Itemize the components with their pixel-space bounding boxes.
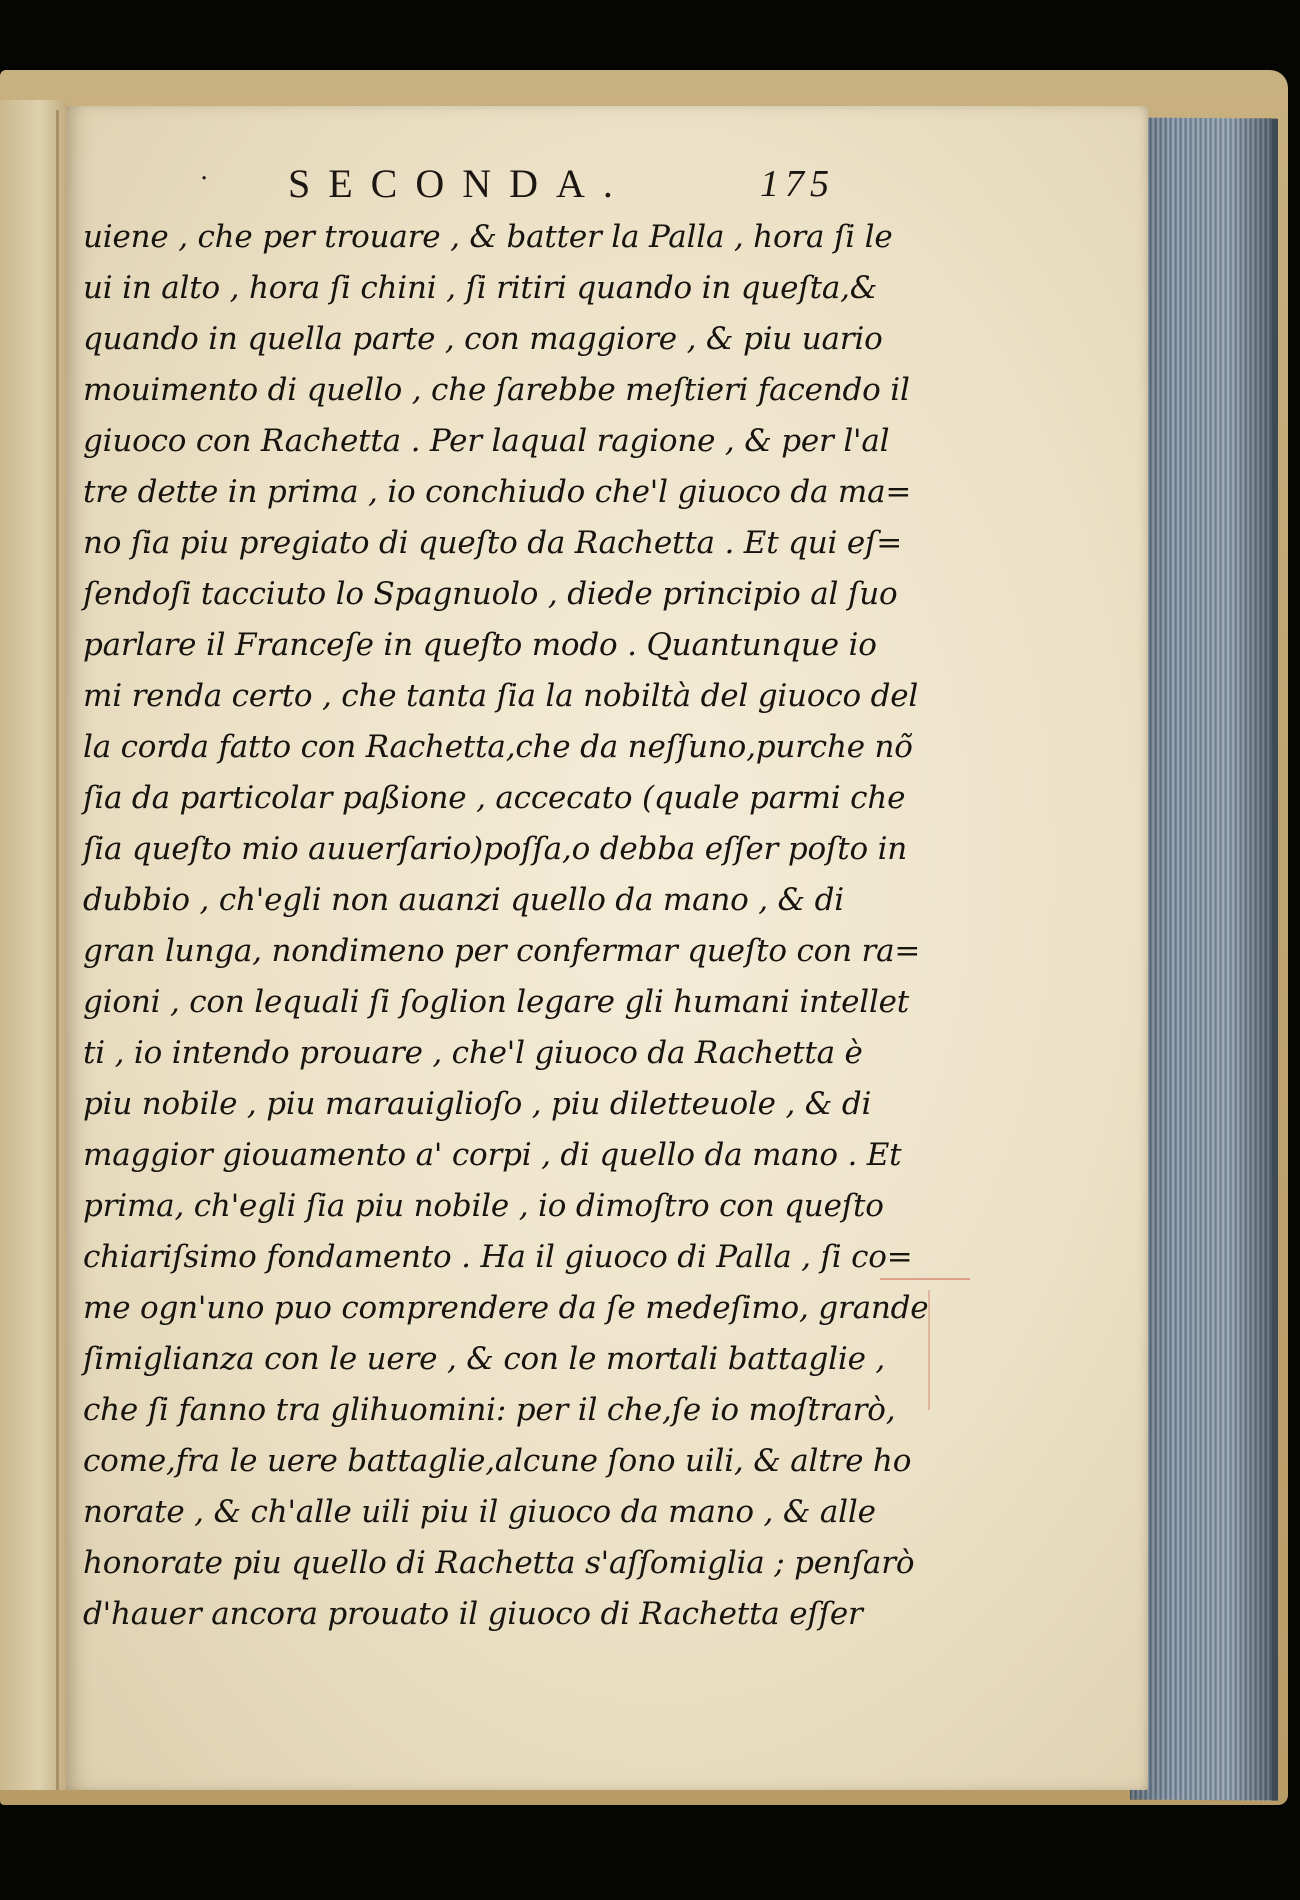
text-line: norate , & ch'alle uili piu il giuoco da mano , & alle [83, 1494, 876, 1530]
running-head-dot: · [200, 164, 209, 194]
gutter-shadow [56, 110, 59, 1790]
text-line: giuoco con Rachetta . Per laqual ragione , & per l'al [83, 423, 890, 459]
text-line: mouimento di quello , che ſarebbe meſtieri facendo il [83, 372, 910, 408]
text-line: d'hauer ancora prouato il giuoco di Rachetta eſſer [83, 1596, 863, 1632]
text-line: che ſi fanno tra glihuomini: per il che,ſe io moſtrarò, [83, 1392, 896, 1428]
text-line: mi renda certo , che tanta ſia la nobiltà del giuoco del [83, 678, 919, 714]
text-line: chiariſsimo fondamento . Ha il giuoco di Palla , ſi co= [83, 1239, 913, 1275]
red-ruling-mark [880, 1278, 970, 1280]
text-line: tre dette in prima , io conchiudo che'l giuoco da ma= [83, 474, 912, 510]
text-line: come,fra le uere battaglie,alcune ſono uili, & altre ho [83, 1443, 912, 1479]
fore-edge-shading [1130, 118, 1272, 1800]
text-line: ſendoſi tacciuto lo Spagnuolo , diede principio al ſuo [83, 576, 898, 612]
page-number: 175 [760, 163, 835, 205]
text-line: me ogn'uno puo comprendere da ſe medeſimo, grande [83, 1290, 929, 1326]
text-line: ſia queſto mio auuerſario)poſſa,o debba eſſer poſto in [83, 831, 908, 867]
text-line: ti , io intendo prouare , che'l giuoco da Rachetta è [83, 1035, 863, 1071]
running-head [200, 160, 900, 206]
text-line: gioni , con lequali ſi ſoglion legare gli humani intellet [83, 984, 910, 1020]
running-head-title: SECONDA. [288, 161, 631, 206]
text-line: dubbio , ch'egli non auanzi quello da mano , & di [83, 882, 844, 918]
text-line: ui in alto , hora ſi chini , ſi ritiri quando in queſta,& [83, 270, 878, 306]
text-line: no ſia piu pregiato di queſto da Rachetta . Et qui eſ= [83, 525, 903, 561]
text-line: ſia da particolar paßione , accecato (quale parmi che [83, 780, 906, 816]
text-line: honorate piu quello di Rachetta s'aſſomiglia ; penſarò [83, 1545, 915, 1581]
text-line: uiene , che per trouare , & batter la Palla , hora ſi le [83, 219, 893, 255]
red-ruling-mark [928, 1290, 930, 1410]
text-line: gran lunga, nondimeno per confermar queſto con ra= [83, 933, 921, 969]
text-line: maggior giouamento a' corpi , di quello da mano . Et [83, 1137, 902, 1173]
text-line: parlare il Franceſe in queſto modo . Quantunque io [83, 627, 877, 663]
text-line: ſimiglianza con le uere , & con le mortali battaglie , [83, 1341, 886, 1377]
text-line: piu nobile , piu marauiglioſo , piu diletteuole , & di [83, 1086, 872, 1122]
text-line: la corda fatto con Rachetta,che da neſſuno,purche nõ [83, 729, 913, 765]
text-line: prima, ch'egli ſia piu nobile , io dimoſtro con queſto [83, 1188, 884, 1224]
text-line: quando in quella parte , con maggiore , & piu uario [83, 321, 883, 357]
body-text [83, 212, 929, 1640]
